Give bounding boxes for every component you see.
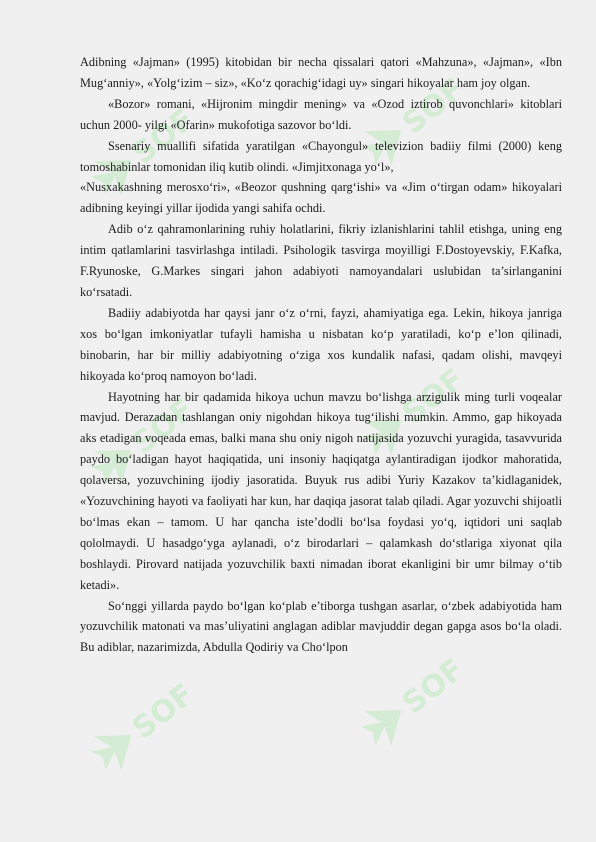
watermark-logo-6 <box>355 647 473 753</box>
svg-text:SOF: SOF <box>126 392 202 462</box>
svg-text:SOF: SOF <box>396 652 472 722</box>
paragraph-8: So‘nggi yillarda paydo bo‘lgan ko‘plab e’tiborga tushgan asarlar, o‘zbek adabiyotida ham yozuvchilik matonati va mas’uliyatini anglagan adiblar mavjuddir degan gapga asos bo‘la oladi. Bu adiblar, nazarimizda, Abdulla Qodiriy va Cho‘lpon <box>80 598 562 655</box>
paragraph-2: «Bozor» romani, «Hijronim mingdir mening» va «Ozod iztirob quvonchlari» kitoblari uchun 2000- yilgi «Ofarin» mukofotiga sazovor bo‘ldi. <box>80 96 562 132</box>
paragraph-6: Badiiy adabiyotda har qaysi janr o‘z o‘rni, fayzi, ahamiyatiga ega. Lekin, hikoya janriga xos bo‘lgan imkoniyatlar tufayli hamisha u nisbatan ko‘p yaratiladi, ko‘p e’lon qilinadi, binobarin, har bir milliy adabiyotning o‘ziga xos kundalik nafasi, qadam olishi, mavqeyi hikoyada ko‘proq namoyon bo‘ladi. <box>80 305 562 383</box>
paragraph-3: Ssenariy muallifi sifatida yaratilgan «Chayongul» televizion badiiy filmi (2000) keng tomoshabinlar tomonidan iliq kutib olindi. «Jimjitxonaga yo‘l», <box>80 138 562 174</box>
body-text <box>80 52 562 658</box>
watermark-logo-5 <box>85 672 203 778</box>
svg-text:SOF: SOF <box>396 362 472 432</box>
paragraph-1: Adibning «Jajman» (1995) kitobidan bir necha qissalari qatori «Mahzuna», «Jajman», «Ibn Mug‘anniy», «Yolg‘izim – siz», «Ko‘z qorachig‘idagi uy» singari hikoyalar ham joy olgan. <box>80 55 562 90</box>
svg-text:SOF: SOF <box>126 102 202 172</box>
paragraph-7: Hayotning har bir qadamida hikoya uchun mavzu bo‘lishga arzigulik ming turli voqealar mavjud. Derazadan tashlangan oniy nigohdan hikoya tug‘ilishi mumkin. Ammo, gap hikoyada aks etadigan voqeada emas, balki mana shu oniy nigoh natijasida yozuvchi yuragida, tasavvurida paydo bo‘ladigan hayot haqiqatida, uni insoniy haqiqatga aylantiradigan ijodkor mahoratida, qolaversa, yozuvchining ijodiy jasoratida. Buyuk rus adibi Yuriy Kazakov ta’kidlaganidek, «Yozuvchining hayoti va faoliyati har kun, har daqiqa jasorat talab qiladi. Agar yozuvchi shijoatli bo‘lmas ekan – tamom. U har qancha iste’dodli bo‘lsa foydasi yo‘q, iqtidori uni saqlab qololmaydi. U hasadgo‘yga aylanadi, o‘z birodarlari – qalamkash do‘stlariga xiyonat qila boshlaydi. Pirovard natijada yozuvchilik baxti nimadan iborat ekanligini bir umr bilmay o‘tib ketadi». <box>80 389 562 592</box>
paragraph-4: «Nusxakashning merosxo‘ri», «Beozor qushning qarg‘ishi» va «Jim o‘tirgan odam» hikoyalari adibning keyingi yillar ijodida yangi sahifa ochdi. <box>80 180 562 216</box>
paragraph-5: Adib o‘z qahramonlarining ruhiy holatlarini, fikriy izlanishlarini tahlil etishga, uning eng intim qatlamlarini tasvirlashga intiladi. Psihologik tasvirga moyilligi F.Dostoyevskiy, F.Kafka, F.Ryunoske, G.Markes singari jahon adabiyoti namoyandalari uslubidan ta’sirlanganini ko‘rsatadi. <box>80 222 562 299</box>
svg-text:SOF: SOF <box>396 72 472 142</box>
svg-text:SOF: SOF <box>126 677 202 747</box>
